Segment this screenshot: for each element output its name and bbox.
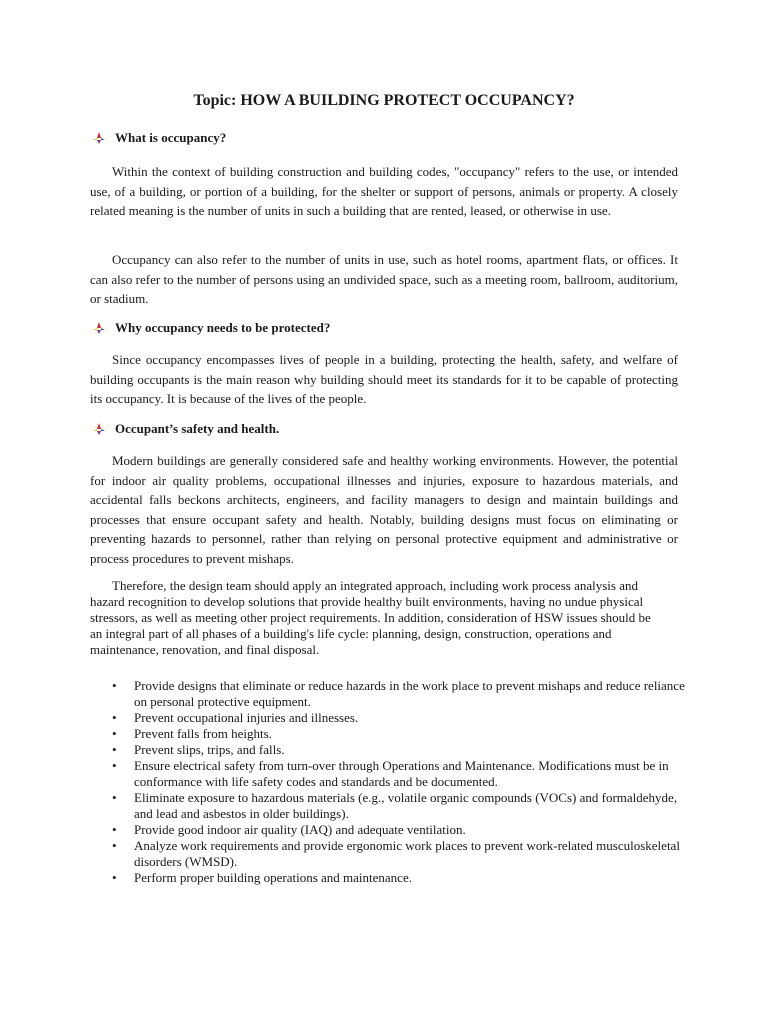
section-heading-what-is-occupancy — [92, 130, 226, 146]
section-heading-occupant-safety — [92, 421, 279, 437]
section-heading-text: Occupant’s safety and health. — [115, 421, 280, 436]
list-item: • Ensure electrical safety from turn-over through Operations and Maintenance. Modifications must be in conformance with life safety codes and standards and be documented. — [112, 758, 692, 790]
four-color-arrow-bullet-icon — [92, 131, 106, 145]
paragraph: Since occupancy encompasses lives of people in a building, protecting the health, safety, and welfare of building occupants is the main reason why building should meet its standards for it to be capable of protecting its occupancy. It is because of the lives of the people. — [90, 352, 678, 406]
list-item: • Prevent occupational injuries and illnesses. — [112, 710, 692, 726]
list-item: • Eliminate exposure to hazardous materials (e.g., volatile organic compounds (VOCs) and formaldehyde, and lead and asbestos in older buildings). — [112, 790, 692, 822]
four-color-arrow-bullet-icon — [92, 321, 106, 335]
list-item: • Analyze work requirements and provide ergonomic work places to prevent work-related musculoskeletal disorders (WMSD). — [112, 838, 692, 870]
list-item: • Provide good indoor air quality (IAQ) and adequate ventilation. — [112, 822, 692, 838]
paragraph: Occupancy can also refer to the number of units in use, such as hotel rooms, apartment flats, or offices. It can also refer to the number of persons using an undivided space, such as a meeting room, ballroom, auditorium, or stadium. — [90, 252, 678, 306]
section-heading-text: What is occupancy? — [115, 130, 227, 145]
paragraph: Modern buildings are generally considered safe and healthy working environments. However, the potential for indoor air quality problems, occupational illnesses and injuries, exposure to hazardous materials, and accidental falls beckons architects, engineers, and facility managers to design and maintain buildings and processes that ensure occupant safety and health. Notably, building designs must focus on eliminating or preventing hazards to personnel, rather than relying on personal protective equipment and administrative or process procedures to prevent mishaps. — [90, 453, 678, 566]
list-item: • Perform proper building operations and maintenance. — [112, 870, 692, 886]
page-title: Topic: HOW A BUILDING PROTECT OCCUPANCY? — [193, 92, 575, 109]
section-heading-why-protected — [92, 320, 330, 336]
four-color-arrow-bullet-icon — [92, 422, 106, 436]
list-item: • Prevent falls from heights. — [112, 726, 692, 742]
paragraph: Within the context of building construction and building codes, "occupancy" refers to the use, or intended use, of a building, or portion of a building, for the shelter or support of persons, animals or property. A closely related meaning is the number of units in such a building that are rented, leased, or otherwise in use. — [90, 164, 678, 218]
list-item: • Provide designs that eliminate or reduce hazards in the work place to prevent mishaps and reduce reliance on personal protective equipment. — [112, 678, 692, 710]
section-heading-text: Why occupancy needs to be protected? — [115, 320, 331, 335]
list-item: • Prevent slips, trips, and falls. — [112, 742, 692, 758]
bullet-list — [112, 678, 692, 886]
paragraph: Therefore, the design team should apply an integrated approach, including work process analysis and hazard recognition to develop solutions that provide healthy built environments, having no undue physical stressors, as well as meeting other project requirements. In addition, consideration of HSW issues should be an integral part of all phases of a building's life cycle: planning, design, construction, operations and maintenance, renovation, and final disposal. — [90, 578, 651, 657]
